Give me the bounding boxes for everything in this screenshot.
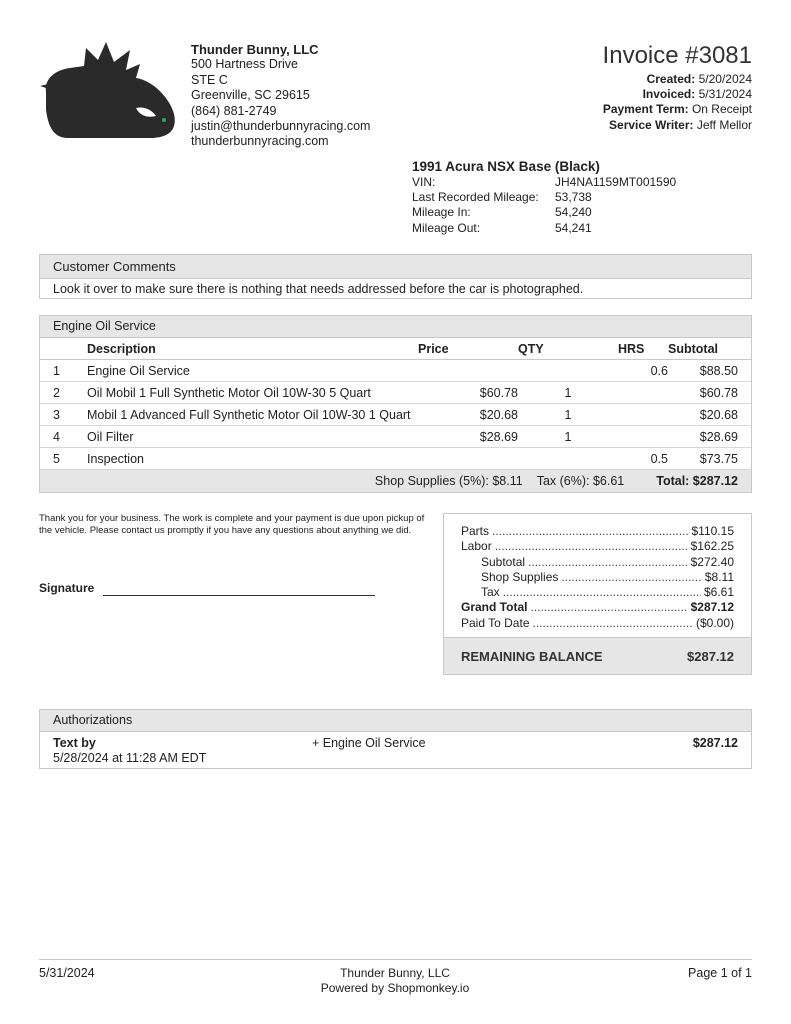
vehicle-mileage-out: Mileage Out: 54,241 bbox=[412, 220, 592, 235]
table-row: 4 Oil Filter $28.69 1 $28.69 bbox=[40, 426, 751, 448]
authorizations-heading: Authorizations bbox=[40, 710, 751, 732]
authorization-item: + Engine Oil Service bbox=[312, 736, 426, 750]
invoice-header bbox=[603, 42, 752, 133]
service-tax: Tax (6%): $6.61 bbox=[536, 474, 625, 488]
signature-label: Signature bbox=[39, 581, 95, 595]
authorization-amount: $287.12 bbox=[692, 736, 738, 750]
remaining-balance-label: REMAINING BALANCE bbox=[461, 648, 603, 664]
footer-divider bbox=[39, 959, 752, 960]
col-subtotal: Subtotal bbox=[668, 338, 751, 360]
service-table bbox=[40, 338, 751, 470]
col-description: Description bbox=[87, 338, 418, 360]
summary-paid-to-date: Paid To Date ..... ($0.00) bbox=[461, 616, 734, 631]
footer-company: Thunder Bunny, LLC bbox=[340, 966, 450, 980]
company-city: Greenville, SC 29615 bbox=[191, 88, 310, 103]
company-address1: 500 Hartness Drive bbox=[191, 57, 298, 72]
company-info bbox=[191, 42, 370, 150]
table-row: 5 Inspection 0.5 $73.75 bbox=[40, 448, 751, 470]
service-total: Total: $287.12 bbox=[656, 474, 738, 488]
footer-page: Page 1 of 1 bbox=[688, 966, 752, 980]
company-address2: STE C bbox=[191, 72, 228, 87]
invoice-term: Payment Term: On Receipt bbox=[602, 102, 752, 117]
customer-comments-text: Look it over to make sure there is nothing that needs addressed before the car is photographed. bbox=[53, 282, 584, 296]
invoice-writer: Service Writer: Jeff Mellor bbox=[609, 117, 752, 132]
company-phone[interactable]: (864) 881-2749 bbox=[191, 103, 277, 118]
summary-shop-supplies: Shop Supplies ..... $8.11 bbox=[461, 570, 734, 585]
thunder-bunny-logo bbox=[40, 40, 180, 140]
invoice-created: Created: 5/20/2024 bbox=[646, 72, 752, 86]
company-website[interactable]: thunderbunnyracing.com bbox=[191, 134, 329, 149]
footer-center bbox=[245, 966, 545, 996]
signature-line[interactable] bbox=[103, 595, 375, 596]
service-heading: Engine Oil Service bbox=[40, 316, 751, 338]
summary-parts: Parts ..... $110.15 bbox=[461, 524, 734, 539]
vehicle-vin: VIN: JH4NA1159MT001590 bbox=[412, 175, 677, 189]
vehicle-info bbox=[412, 158, 676, 236]
col-qty: QTY bbox=[518, 338, 618, 360]
summary-subtotal: Subtotal ..... $272.40 bbox=[461, 555, 734, 570]
authorizations bbox=[39, 709, 752, 769]
customer-comments-heading: Customer Comments bbox=[40, 255, 751, 279]
customer-comments bbox=[39, 254, 752, 299]
service-footer bbox=[40, 470, 751, 492]
remaining-balance bbox=[444, 637, 751, 674]
invoice-invoiced: Invoiced: 5/31/2024 bbox=[642, 87, 752, 102]
remaining-balance-value: $287.12 bbox=[687, 648, 734, 664]
invoice-title: Invoice #3081 bbox=[602, 42, 752, 69]
vehicle-mileage-in: Mileage In: 54,240 bbox=[412, 205, 592, 220]
footer-date: 5/31/2024 bbox=[39, 966, 95, 980]
vehicle-last-mileage: Last Recorded Mileage: 53,738 bbox=[412, 190, 592, 205]
company-email[interactable]: justin@thunderbunnyracing.com bbox=[191, 119, 371, 134]
vehicle-title: 1991 Acura NSX Base (Black) bbox=[412, 159, 600, 174]
summary-box bbox=[443, 513, 752, 675]
table-row: 3 Mobil 1 Advanced Full Synthetic Motor Oil 10W-30 1 Quart $20.68 1 $20.68 bbox=[40, 404, 751, 426]
summary-tax: Tax ..... $6.61 bbox=[461, 585, 734, 600]
table-header-row bbox=[40, 338, 751, 360]
authorization-by: Text by bbox=[53, 736, 96, 750]
service-section bbox=[39, 315, 752, 493]
table-row: 2 Oil Mobil 1 Full Synthetic Motor Oil 10W-30 5 Quart $60.78 1 $60.78 bbox=[40, 382, 751, 404]
authorization-date: 5/28/2024 at 11:28 AM EDT bbox=[53, 751, 207, 765]
footer-powered: Powered by Shopmonkey.io bbox=[320, 981, 470, 995]
col-hrs: HRS bbox=[618, 338, 668, 360]
col-price: Price bbox=[418, 338, 518, 360]
table-row: 1 Engine Oil Service 0.6 $88.50 bbox=[40, 360, 751, 382]
summary-grand-total: Grand Total ..... $287.12 bbox=[461, 600, 734, 615]
company-name: Thunder Bunny, LLC bbox=[191, 42, 319, 57]
shop-supplies: Shop Supplies (5%): $8.11 bbox=[374, 474, 523, 488]
thanks-note: Thank you for your business. The work is complete and your payment is due upon pickup of the vehicle. Please contact us promptly if you have any questions about anything we did. bbox=[39, 513, 425, 536]
summary-labor: Labor ..... $162.25 bbox=[461, 539, 734, 554]
